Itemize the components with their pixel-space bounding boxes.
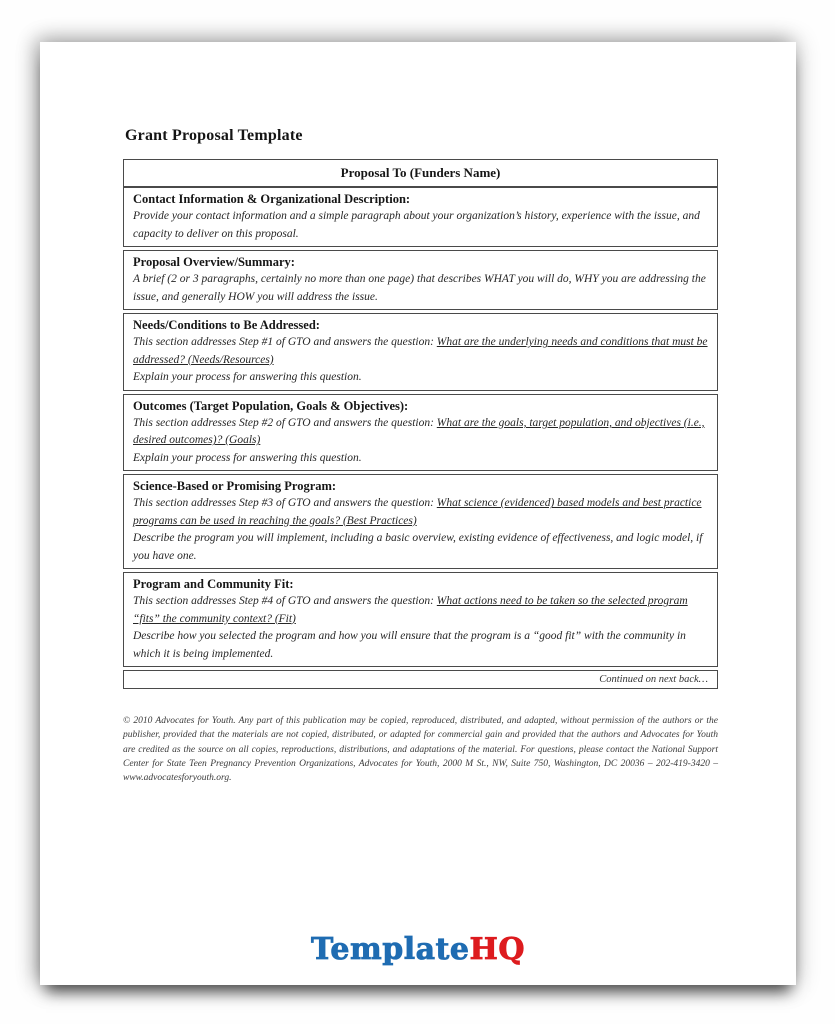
copyright-text: © 2010 Advocates for Youth. Any part of this publication may be copied, reproduced, distributed, and adapted, without permission of the authors or the publisher, provided that the materials are not copied, distributed, or adapted for commercial gain and provided that the authors and Advocates for Youth are credited as the source on all copies, reproductions, distributions, and adaptations of the material. For questions, please contact the National Support Center for State Teen Pregnancy Prevention Organizations, Advocates for Youth, 2000 M St., NW, Suite 750, Washington, DC 20036 – 202-419-3420 – www.advocatesforyouth.org. — [123, 716, 718, 784]
proposal-table — [123, 159, 718, 689]
section-paragraph — [133, 628, 708, 663]
document-title: Grant Proposal Template — [125, 127, 303, 144]
section-paragraph — [133, 450, 708, 467]
section-paragraph — [133, 369, 708, 386]
document-content — [40, 42, 796, 785]
section-heading: Proposal Overview/Summary: — [133, 255, 295, 270]
paragraph-text: Provide your contact information and a simple paragraph about your organization’s history, experience with the issue, and capacity to deliver on this proposal. — [133, 210, 700, 240]
section-paragraph — [133, 495, 708, 530]
logo-text-hq: HQ — [469, 932, 525, 967]
section-paragraph — [133, 415, 708, 450]
table-section-row — [123, 474, 718, 569]
section-paragraph — [133, 271, 708, 306]
section-heading: Contact Information & Organizational Description: — [133, 192, 411, 206]
document-page — [40, 42, 796, 985]
section-heading: Needs/Conditions to Be Addressed: — [133, 318, 320, 333]
table-section-row — [123, 572, 718, 667]
section-paragraph — [133, 208, 708, 243]
underlined-question: What are the goals, target population, and objectives (i.e., desired outcomes)? (Goals) — [133, 416, 705, 447]
section-heading: Science-Based or Promising Program: — [133, 479, 337, 494]
section-paragraph — [133, 593, 708, 628]
table-sections — [123, 187, 718, 667]
section-heading: Outcomes (Target Population, Goals & Objectives): — [133, 398, 409, 413]
table-section-row — [123, 313, 718, 391]
paragraph-text: This section addresses Step #3 of GTO and answers the question: — [133, 497, 437, 510]
paragraph-text: This section addresses Step #2 of GTO and answers the question: — [133, 416, 437, 429]
table-section-row — [123, 394, 718, 472]
paragraph-text: Describe how you selected the program and how you will ensure that the program is a “good fit” with the community in which it is being implemented. — [133, 630, 686, 660]
section-paragraph — [133, 334, 708, 369]
underlined-question: What are the underlying needs and conditions that must be addressed? (Needs/Resources) — [133, 336, 708, 366]
section-heading: Program and Community Fit: — [133, 577, 294, 592]
paragraph-text: Explain your process for answering this question. — [133, 371, 362, 384]
paragraph-text: Describe the program you will implement, including a basic overview, existing evidence of effectiveness, and logic model, if you have one. — [133, 532, 703, 562]
table-section-row — [123, 187, 718, 247]
paragraph-text: This section addresses Step #4 of GTO and answers the question: — [133, 595, 437, 608]
logo-text-template: Template — [311, 932, 470, 967]
underlined-question: What actions need to be taken so the selected program “fits” the community context? (Fit) — [133, 595, 688, 625]
paragraph-text: This section addresses Step #1 of GTO and answers the question: — [133, 336, 437, 349]
section-paragraph — [133, 530, 708, 565]
table-header-proposal-to: Proposal To (Funders Name) — [123, 159, 718, 187]
paragraph-text: Explain your process for answering this question. — [133, 451, 362, 464]
templatehq-logo — [40, 932, 796, 967]
continued-note: Continued on next back… — [123, 670, 718, 689]
table-section-row — [123, 250, 718, 310]
underlined-question: What science (evidenced) based models and best practice programs can be used in reaching the goals? (Best Practices) — [133, 497, 702, 527]
paragraph-text: A brief (2 or 3 paragraphs, certainly no more than one page) that describes WHAT you will do, WHY you are addressing the issue, and generally HOW you will address the issue. — [133, 273, 706, 303]
